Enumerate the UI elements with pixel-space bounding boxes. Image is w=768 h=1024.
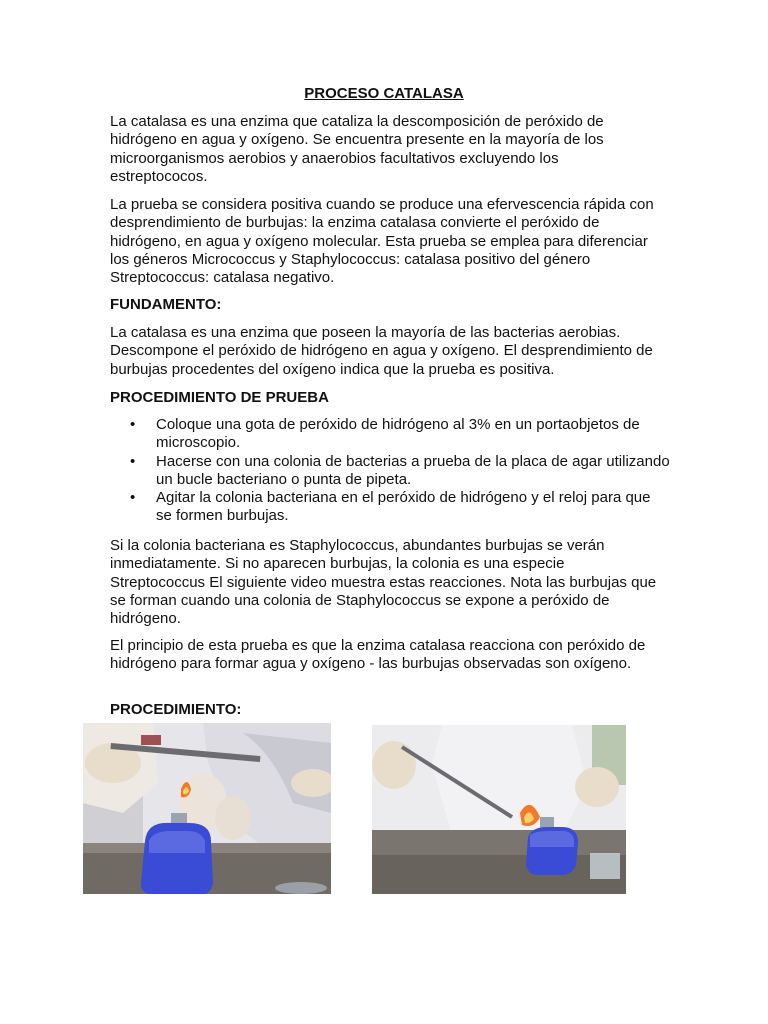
intro-paragraph: La catalasa es una enzima que cataliza la descomposición de peróxido de hidrógeno en agua y oxígeno. Se encuentra presente en la mayoría de los microorganismos aerobios y anaerobios facultativos excluyendo los estreptococos. [110, 113, 604, 185]
procedimiento-prueba-heading: PROCEDIMIENTO DE PRUEBA [110, 389, 329, 406]
steps-list [110, 416, 670, 526]
fundamento-paragraph: La catalasa es una enzima que poseen la mayoría de las bacterias aerobias. Descompone el peróxido de hidrógeno en agua y oxígeno. El desprendimiento de burbujas procedentes del oxígeno indica que la prueba es positiva. [110, 324, 653, 378]
document-title: PROCESO CATALASA [304, 85, 464, 102]
principle-paragraph: El principio de esta prueba es que la enzima catalasa reacciona con peróxido de hidrógeno para formar agua y oxígeno - las burbujas observadas son oxígeno. [110, 637, 646, 673]
procedure-photo-2-image [372, 725, 626, 894]
procedure-photo-2 [372, 725, 626, 894]
list-item: • Agitar la colonia bacteriana en el peróxido de hidrógeno y el reloj para que se formen burbujas. [130, 489, 651, 525]
fundamento-heading: FUNDAMENTO: [110, 296, 222, 313]
positive-test-paragraph: La prueba se considera positiva cuando se produce una efervescencia rápida con desprendimiento de burbujas: la enzima catalasa convierte el peróxido de hidrógeno, en agua y oxígeno molecular. Esta prueba se emplea para diferenciar los géneros Micrococcus y Staphylococcus: catalasa positivo del género Streptococcus: catalasa negativo. [110, 196, 654, 287]
list-item: • Coloque una gota de peróxido de hidrógeno al 3% en un portaobjetos de microscopio. [130, 416, 640, 452]
procedimiento-heading: PROCEDIMIENTO: [110, 701, 242, 718]
list-item: • Hacerse con una colonia de bacterias a prueba de la placa de agar utilizando un bucle bacteriano o punta de pipeta. [130, 452, 670, 488]
procedure-photo-1 [83, 723, 331, 894]
result-paragraph: Si la colonia bacteriana es Staphylococcus, abundantes burbujas se verán inmediatamente. Si no aparecen burbujas, la colonia es una especie Streptococcus El siguiente video muestra estas reacciones. Nota las burbujas que se forman cuando una colonia de Staphylococcus se expone a peróxido de hidrógeno. [110, 537, 657, 628]
procedure-photo-1-image [83, 723, 331, 894]
